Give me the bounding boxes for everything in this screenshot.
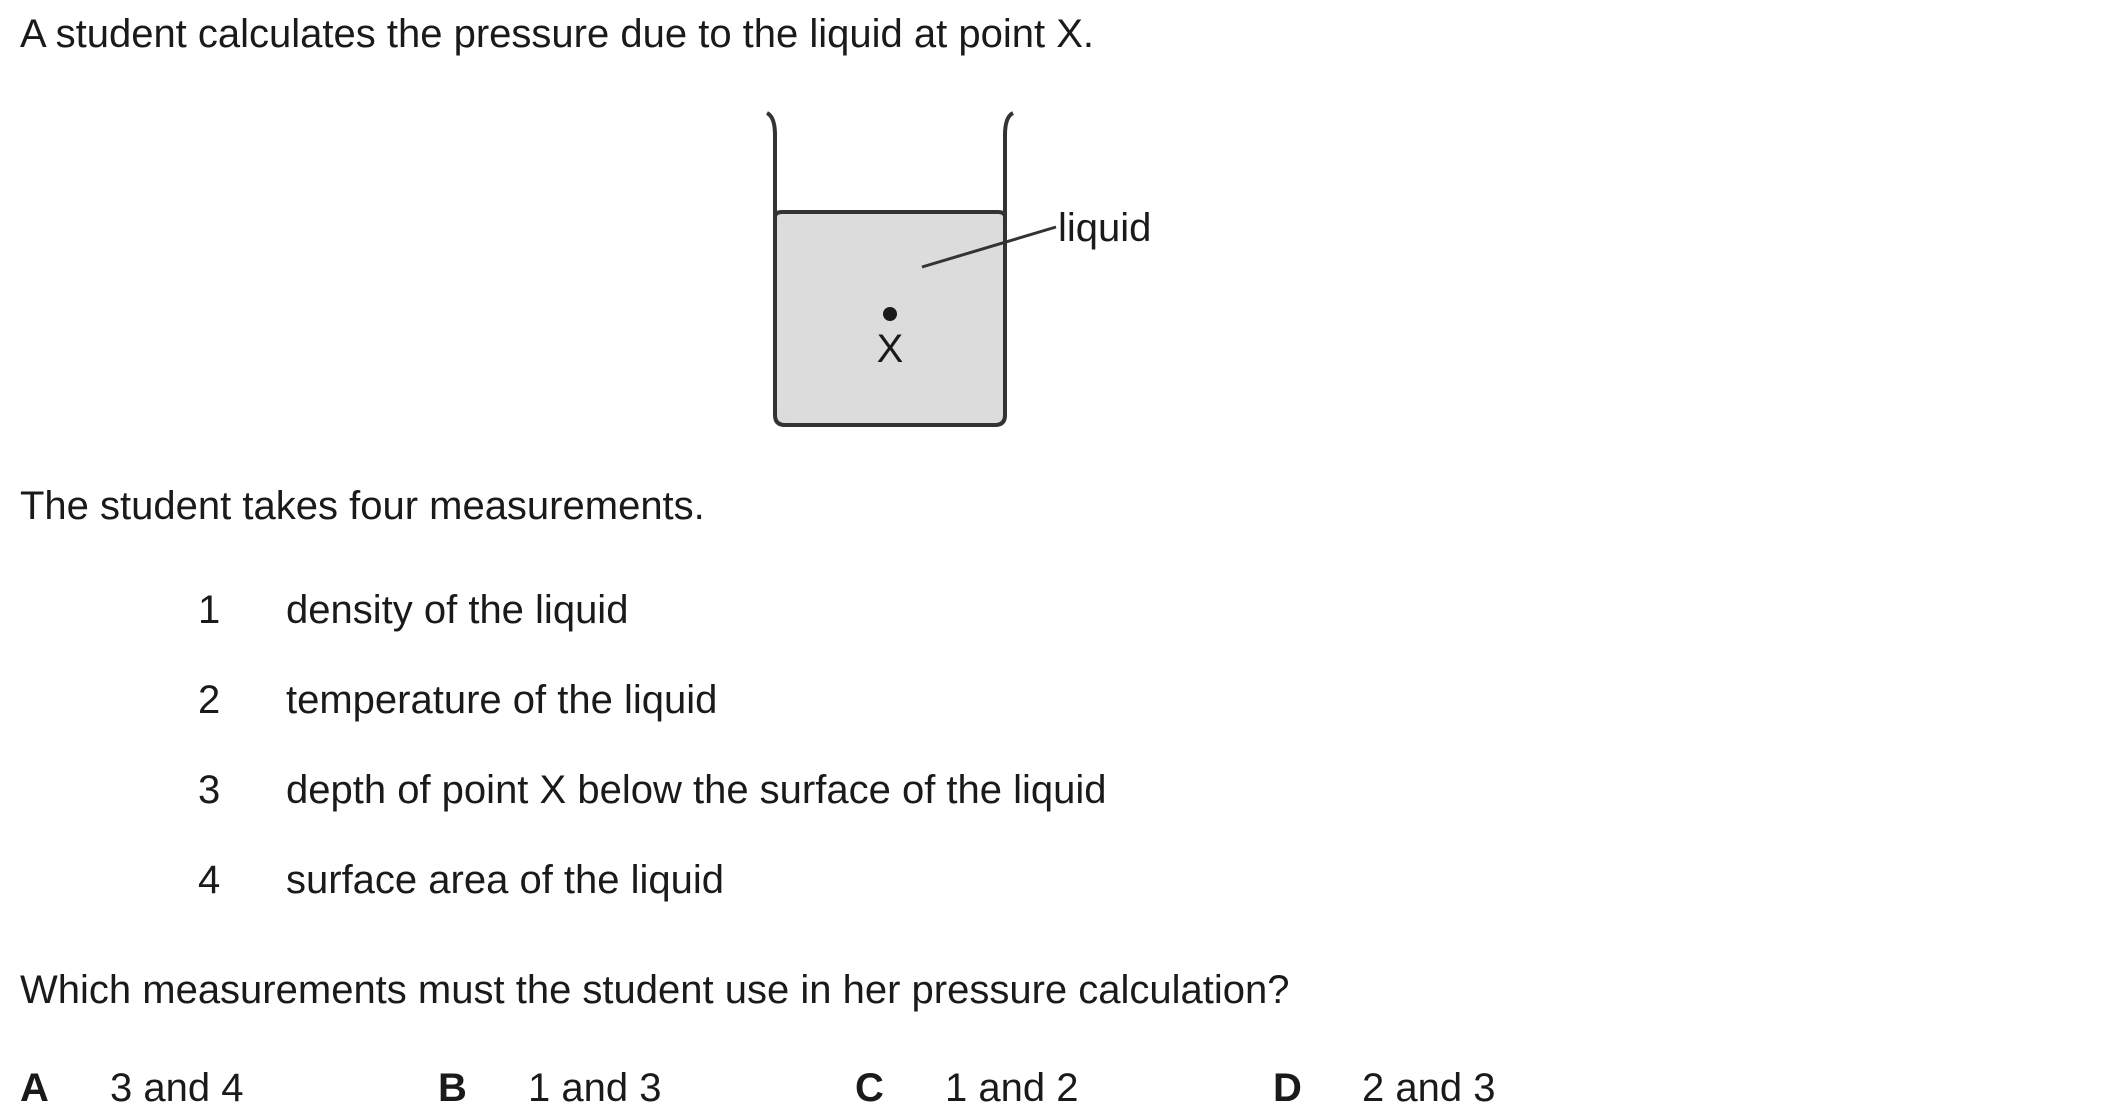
question-intro: A student calculates the pressure due to the liquid at point X. (20, 12, 1095, 56)
option-text: 3 and 4 (110, 1066, 244, 1110)
measurements-intro: The student takes four measurements. (20, 484, 705, 528)
option-text: 2 and 3 (1362, 1066, 1496, 1110)
option-text: 1 and 2 (945, 1066, 1079, 1110)
option-text: 1 and 3 (528, 1066, 662, 1110)
measurement-text: density of the liquid (286, 588, 629, 632)
liquid-label: liquid (1058, 206, 1152, 250)
beaker-diagram (740, 105, 1200, 440)
option-letter: C (855, 1066, 884, 1110)
measurement-number: 2 (198, 678, 221, 722)
question-prompt: Which measurements must the student use in her pressure calculation? (20, 968, 1290, 1012)
measurement-text: temperature of the liquid (286, 678, 718, 722)
measurement-number: 4 (198, 858, 221, 902)
option-letter: B (438, 1066, 467, 1110)
option-letter: D (1273, 1066, 1302, 1110)
measurement-text: depth of point X below the surface of the liquid (286, 768, 1107, 812)
point-x-dot (883, 307, 897, 321)
measurement-number: 1 (198, 588, 221, 632)
measurement-text: surface area of the liquid (286, 858, 725, 902)
beaker-svg (740, 105, 1200, 435)
measurement-number: 3 (198, 768, 221, 812)
option-letter: A (20, 1066, 49, 1110)
point-x-label: X (876, 327, 904, 371)
